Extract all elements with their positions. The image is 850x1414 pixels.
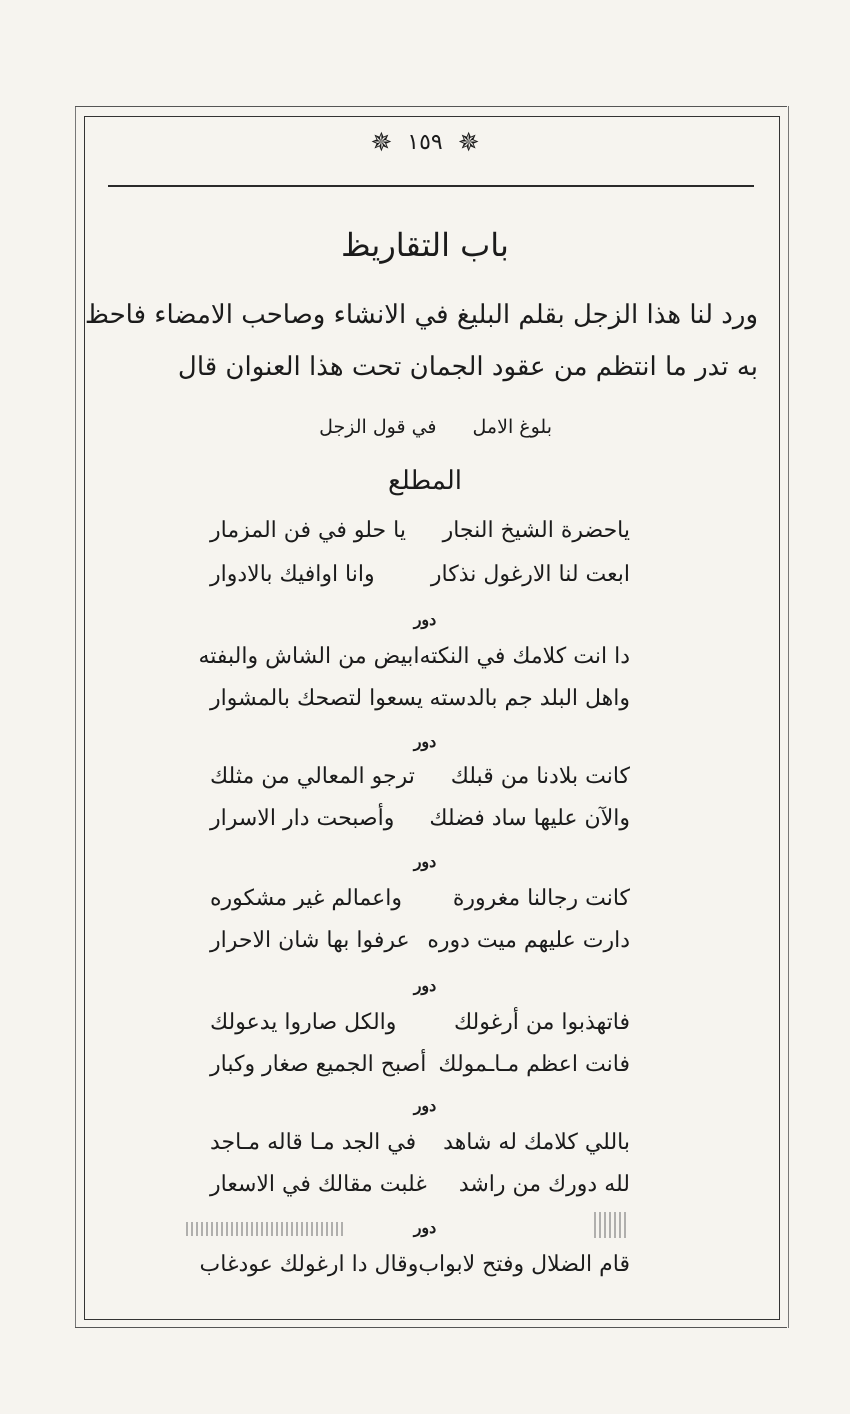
verse-hemistich-1: لله دورك من راشد <box>458 1172 630 1197</box>
intro-line-1: ورد لنا هذا الزجل بقلم البليغ في الانشاء وصاحب الامضاء فاحظ <box>84 300 758 330</box>
dawr-heading: دور <box>413 1218 437 1237</box>
verse-hemistich-2: ترجو المعالي من مثلك <box>210 764 415 789</box>
verse-hemistich-2: والكل صاروا يدعولك <box>210 1010 397 1035</box>
verse-hemistich-2: غلبت مقالك في الاسعار <box>210 1172 427 1197</box>
verse-line <box>199 1252 630 1277</box>
verse-line <box>210 886 630 911</box>
subtitle-part-1: بلوغ الامل <box>472 416 552 438</box>
verse-hemistich-1: واهل البلد جم بالدسته <box>429 686 630 711</box>
verse-hemistich-1: دا انت كلامك في النكته <box>419 644 630 669</box>
matla-heading: المطلع <box>388 466 462 496</box>
page-header <box>0 128 850 158</box>
chapter-title: باب التقاريظ <box>341 226 509 264</box>
verse-hemistich-2: عرفوا بها شان الاحرار <box>210 928 410 953</box>
verse-line <box>210 1052 630 1077</box>
verse-line <box>210 686 630 711</box>
verse-line <box>210 806 630 831</box>
page-number: ١٥٩ <box>407 130 443 155</box>
verse-hemistich-2: ابيض من الشاش والبفته <box>198 644 420 669</box>
dawr-heading: دور <box>413 610 437 629</box>
verse-hemistich-2: وانا اوافيك بالادوار <box>210 562 375 587</box>
verse-hemistich-1: باللي كلامك له شاهد <box>443 1130 630 1155</box>
verse-hemistich-1: فانت اعظم مـاـمولك <box>438 1052 630 1077</box>
poem-subtitle <box>289 416 552 438</box>
verse-hemistich-1: والآن عليها ساد فضلك <box>429 806 630 831</box>
verse-hemistich-2: وأصبحت دار الاسرار <box>210 806 395 831</box>
verse-hemistich-2: في الجد مـا قاله مـاجد <box>210 1130 417 1155</box>
dawr-heading: دور <box>413 852 437 871</box>
verse-line <box>210 518 630 543</box>
outer-top-rule <box>75 106 787 107</box>
verse-hemistich-2: يسعوا لتصحك بالمشوار <box>210 686 423 711</box>
verse-hemistich-1: دارت عليهم ميت دوره <box>427 928 630 953</box>
verse-hemistich-1: قام الضلال وفتح لابواب <box>418 1252 630 1277</box>
verse-hemistich-1: كانت رجالنا مغرورة <box>452 886 630 911</box>
verse-hemistich-1: ابعت لنا الارغول نذكار <box>430 562 630 587</box>
dawr-heading: دور <box>413 1096 437 1115</box>
verse-line <box>210 562 630 587</box>
verse-hemistich-1: فاتهذبوا من أرغولك <box>454 1010 630 1035</box>
star-ornament-icon: ✵ <box>457 128 480 158</box>
outer-bottom-rule <box>75 1327 787 1328</box>
dawr-heading: دور <box>413 732 437 751</box>
verse-line <box>198 644 630 669</box>
verse-line <box>210 1172 630 1197</box>
verse-hemistich-2: أصبح الجميع صغار وكبار <box>210 1052 427 1077</box>
star-ornament-icon: ✵ <box>370 128 393 158</box>
dawr-heading: دور <box>413 976 437 995</box>
intro-line-2: به تدر ما انتظم من عقود الجمان تحت هذا العنوان قال <box>177 352 758 382</box>
verse-line <box>210 928 630 953</box>
verse-line <box>210 764 630 789</box>
verse-hemistich-1: كانت بلادنا من قبلك <box>450 764 630 789</box>
verse-hemistich-2: يا حلو في فن المزمار <box>210 518 406 543</box>
verse-line <box>210 1010 630 1035</box>
verse-hemistich-1: ياحضرة الشيخ النجار <box>442 518 630 543</box>
header-divider <box>108 185 754 187</box>
verse-hemistich-2: وقال دا ارغولك عودغاب <box>199 1252 419 1277</box>
verse-hemistich-2: واعمالم غير مشكوره <box>210 886 402 911</box>
verse-line <box>210 1130 630 1155</box>
subtitle-part-2: في قول الزجل <box>319 416 437 438</box>
